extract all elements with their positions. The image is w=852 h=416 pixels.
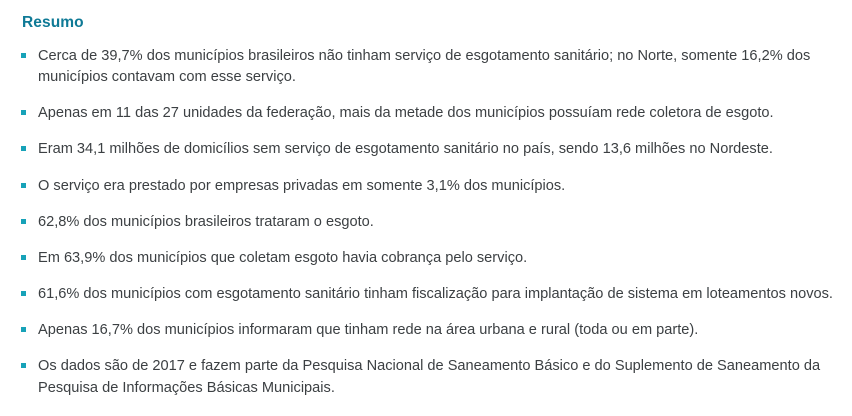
list-item-text: 61,6% dos municípios com esgotamento sanitário tinham fiscalização para implantação de sistema em loteamentos novos. — [38, 286, 833, 303]
list-item-text: Eram 34,1 milhões de domicílios sem serviço de esgotamento sanitário no país, sendo 13,6 milhões no Nordeste. — [38, 141, 773, 158]
list-item — [18, 176, 834, 197]
list-item — [18, 139, 834, 160]
summary-list — [18, 46, 834, 399]
list-item-text: Apenas 16,7% dos municípios informaram que tinham rede na área urbana e rural (toda ou em parte). — [38, 322, 699, 339]
list-item-text: 62,8% dos municípios brasileiros trataram o esgoto. — [38, 213, 374, 230]
list-item — [18, 356, 834, 398]
list-item-text: Apenas em 11 das 27 unidades da federação, mais da metade dos municípios possuíam rede coletora de esgoto. — [38, 105, 774, 122]
bullet-icon — [21, 255, 26, 260]
list-item — [18, 212, 834, 233]
bullet-icon — [21, 146, 26, 151]
list-item-text: Cerca de 39,7% dos municípios brasileiros não tinham serviço de esgotamento sanitário; no Norte, somente 16,2% dos municípios contavam com esse serviço. — [38, 48, 811, 86]
list-item-text: Em 63,9% dos municípios que coletam esgoto havia cobrança pelo serviço. — [38, 249, 528, 266]
bullet-icon — [21, 183, 26, 188]
page-title: Resumo — [22, 14, 84, 31]
bullet-icon — [21, 110, 26, 115]
list-item-text: Os dados são de 2017 e fazem parte da Pesquisa Nacional de Saneamento Básico e do Suplemento de Saneamento da Pesquisa de Informações Básicas Municipais. — [38, 358, 821, 396]
list-item — [18, 284, 834, 305]
bullet-icon — [21, 219, 26, 224]
list-item — [18, 46, 834, 88]
list-item — [18, 248, 834, 269]
list-item — [18, 320, 834, 341]
bullet-icon — [21, 53, 26, 58]
list-item-text: O serviço era prestado por empresas privadas em somente 3,1% dos municípios. — [38, 177, 566, 194]
bullet-icon — [21, 291, 26, 296]
bullet-icon — [21, 327, 26, 332]
bullet-icon — [21, 363, 26, 368]
list-item — [18, 103, 834, 124]
